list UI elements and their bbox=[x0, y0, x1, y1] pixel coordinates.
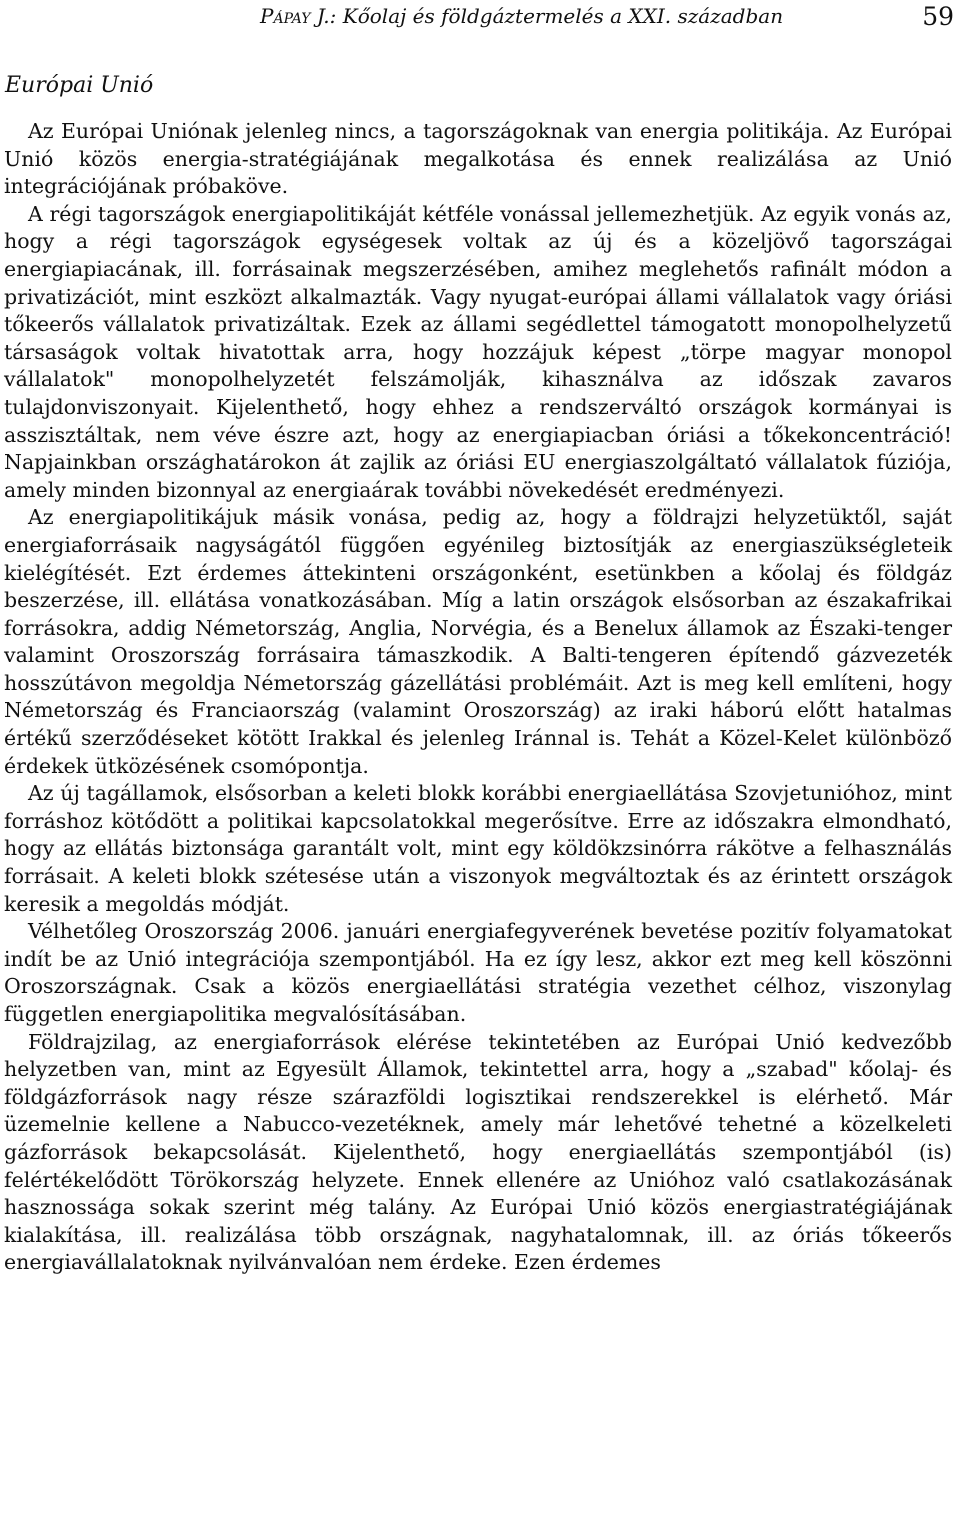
running-header bbox=[0, 2, 960, 32]
paragraph: A régi tagországok energiapolitikáját kétféle vonással jellemezhetjük. Az egyik vonás az, hogy a régi tagországok egységesek voltak az új és a közeljövő tagországai energiapiacának, ill. forrásainak megszerzésében, amihez meglehetős rafinált módon a privatizációt, mint eszközt alkalmazták. Vagy nyugat-európai állami vállalatok vagy óriási tőkeerős vállalatok privatizáltak. Ezek az állami segédlettel támogatott monopolhelyzetű társaságok voltak hivatottak arra, hogy hozzájuk képest „törpe magyar monopol vállalatok" monopolhelyzetét felszámolják, kihasználva az időszak zavaros tulajdonviszonyait. Kijelenthető, hogy ehhez a rendszerváltó országok kormányai is asszisztáltak, nem véve észre azt, hogy az energiapiacban óriási a tőkekoncentráció! Napjainkban országhatárokon át zajlik az óriási EU energiaszolgáltató vállalatok fúziója, amely minden bizonnyal az energiaárak további növekedését eredményezi. bbox=[4, 201, 952, 502]
paragraph: Földrajzilag, az energiaforrások elérése tekintetében az Európai Unió kedvezőbb helyzetben van, mint az Egyesült Államok, tekintettel arra, hogy a „szabad" kőolaj- és földgázforrások nagy része szárazföldi logisztikai rendszerekkel is elérhető. Már üzemelnie kellene a Nabucco-vezetéknek, amely már lehetővé tehetné a közelkeleti gázforrások bekapcsolását. Kijelenthető, hogy energiaellátás szempontjából (is) felértékelődött Törökország helyzete. Ennek ellenére az Unióhoz való csatlakozásának hasznossága sokak szerint még talány. Az Európai Unió közös energiastratégiájának kialakítása, ill. realizálása több országnak, nagyhatalomnak, ill. az óriás tőkeerős energiavállalatoknak nyilvánvalóan nem érdeke. Ezen érdemes bbox=[4, 1029, 952, 1275]
running-title bbox=[260, 4, 783, 28]
page-number: 59 bbox=[922, 2, 954, 31]
paragraph: Az energiapolitikájuk másik vonása, pedig az, hogy a földrajzi helyzetüktől, saját energiaforrásaik nagyságától függően egyénileg biztosítják az energiaszükségleteik kielégítését. Ezt érdemes áttekinteni országonként, esetünkben a kőolaj és földgáz beszerzése, ill. ellátása vonatkozásában. Míg a latin országok elsősorban az északafrikai forrásokra, addig Németország, Anglia, Norvégia, és a Benelux államok az Északi-tenger valamint Oroszország forrásaira támaszkodik. A Balti-tengeren építendő gázvezeték hosszútávon megoldja Németország gázellátási problémáit. Azt is meg kell említeni, hogy Németország és Franciaország (valamint Oroszország) az iraki háború előtt hatalmas értékű szerződéseket kötött Irakkal és jelenleg Iránnal is. Tehát a Közel-Kelet különböző érdekek ütközésének csomópontja. bbox=[4, 505, 952, 778]
header-title-text: : Kőolaj és földgáztermelés a XXI. században bbox=[329, 4, 784, 28]
header-author: Pápay J. bbox=[260, 4, 330, 28]
paragraph: Az új tagállamok, elsősorban a keleti blokk korábbi energiaellátása Szovjetunióhoz, mint forráshoz kötődött a politikai kapcsolatokkal megerősítve. Erre az időszakra elmondható, hogy az ellátás biztonsága garantált volt, mint egy köldökzsinórra rákötve a felhasználás forrásait. A keleti blokk szétesése után a viszonyok megváltoztak és az érintett országok keresik a megoldás módját. bbox=[4, 781, 952, 916]
paragraph: Vélhetőleg Oroszország 2006. januári energiafegyverének bevetése pozitív folyamatokat indít be az Unió integrációja szempontjából. Ha ez így lesz, akkor ezt meg kell köszönni Oroszországnak. Csak a közös energiaellátási stratégia vezethet célhoz, viszonylag független energiapolitika megvalósításában. bbox=[4, 919, 952, 1026]
body-text bbox=[4, 118, 952, 1277]
paragraph: Az Európai Uniónak jelenleg nincs, a tagországoknak van energia politikája. Az Európai Unió közös energia-stratégiájának megalkotása és ennek realizálása az Unió integrációjának próbaköve. bbox=[4, 119, 952, 199]
section-title: Európai Unió bbox=[5, 73, 154, 98]
